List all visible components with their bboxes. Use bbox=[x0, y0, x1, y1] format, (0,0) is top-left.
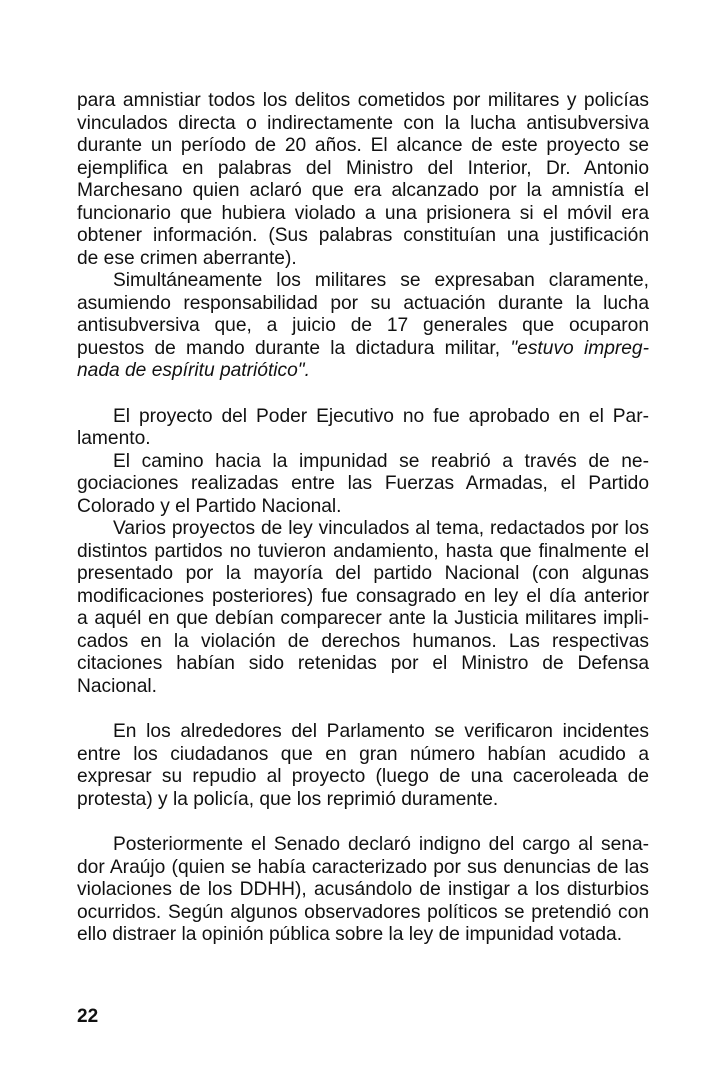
paragraph-gap bbox=[77, 698, 649, 721]
text-line: ocurridos. Según algunos observadores políticos se pretendió con bbox=[77, 901, 649, 923]
paragraph-2 bbox=[77, 270, 649, 383]
text-line: entre los ciudadanos que en gran número habían acudido a bbox=[77, 743, 649, 765]
text-line: dor Araújo (quien se había caracterizado por sus denuncias de las bbox=[77, 856, 649, 878]
paragraph-5 bbox=[77, 518, 649, 698]
text-line: antisubversiva que, a juicio de 17 generales que ocuparon bbox=[77, 315, 649, 336]
text-line: Marchesano quien aclaró que era alcanzado por la amnistía el bbox=[77, 180, 649, 201]
text-line: lamento. bbox=[77, 428, 151, 449]
text-line-with-quote bbox=[77, 338, 649, 361]
text-line: Varios proyectos de ley vinculados al tema, redactados por los bbox=[113, 518, 649, 539]
paragraph-4 bbox=[77, 451, 649, 519]
text-line: ejemplifica en palabras del Ministro del Interior, Dr. Antonio bbox=[77, 157, 649, 179]
paragraph-1 bbox=[77, 90, 649, 270]
text-line: citaciones habían sido retenidas por el Ministro de Defensa bbox=[77, 653, 649, 674]
text-line: expresar su repudio al proyecto (luego de una caceroleada de bbox=[77, 766, 649, 787]
paragraph-3 bbox=[77, 406, 649, 451]
text-line: de ese crimen aberrante). bbox=[77, 247, 297, 269]
page-number: 22 bbox=[77, 1006, 99, 1027]
text-line: presentado por la mayoría del partido Nacional (con algunas bbox=[77, 563, 649, 584]
paragraph-6 bbox=[77, 721, 649, 811]
text-line: obtener información. (Sus palabras constituían una justificación bbox=[77, 225, 649, 246]
text-line: cados en la violación de derechos humanos. Las respectivas bbox=[77, 630, 649, 652]
text-line: gociaciones realizadas entre las Fuerzas Armadas, el Partido bbox=[77, 473, 649, 494]
text-line: funcionario que hubiera violado a una prisionera si el móvil era bbox=[77, 202, 649, 224]
text-line: distintos partidos no tuvieron andamiento, hasta que finalmente el bbox=[77, 540, 649, 562]
italic-quote-start: "estuvo impreg- bbox=[510, 337, 649, 359]
paragraph-gap bbox=[77, 811, 649, 834]
paragraph-7 bbox=[77, 834, 649, 947]
text-line: El camino hacia la impunidad se reabrió a través de ne- bbox=[113, 450, 649, 472]
text-line: Simultáneamente los militares se expresaban claramente, bbox=[113, 270, 649, 291]
text-line: Colorado y el Partido Nacional. bbox=[77, 495, 342, 517]
italic-quote-end: nada de espíritu patriótico". bbox=[77, 360, 310, 381]
text-line: protesta) y la policía, que los reprimió duramente. bbox=[77, 788, 499, 810]
text-line: ello distraer la opinión pública sobre la ley de impunidad votada. bbox=[77, 924, 623, 945]
text-line: vinculados directa o indirectamente con la lucha antisubversiva bbox=[77, 112, 649, 134]
text-line: para amnistiar todos los delitos cometidos por militares y policías bbox=[77, 90, 649, 111]
text-line: violaciones de los DDHH), acusándolo de instigar a los disturbios bbox=[77, 879, 649, 900]
text-line: modificaciones posteriores) fue consagrado en ley el día anterior bbox=[77, 585, 649, 607]
paragraph-gap bbox=[77, 383, 649, 406]
text-line: En los alrededores del Parlamento se verificaron incidentes bbox=[113, 721, 649, 742]
document-page bbox=[77, 90, 649, 947]
text-line: asumiendo responsabilidad por su actuación durante la lucha bbox=[77, 292, 649, 314]
text-line: Nacional. bbox=[77, 675, 157, 697]
text-run: puestos de mando durante la dictadura militar, bbox=[77, 337, 511, 359]
text-line: Posteriormente el Senado declaró indigno del cargo al sena- bbox=[113, 834, 649, 855]
text-line: El proyecto del Poder Ejecutivo no fue aprobado en el Par- bbox=[113, 405, 649, 427]
text-line: durante un período de 20 años. El alcance de este proyecto se bbox=[77, 135, 649, 156]
text-line: a aquél en que debían comparecer ante la Justicia militares impli- bbox=[77, 608, 649, 629]
